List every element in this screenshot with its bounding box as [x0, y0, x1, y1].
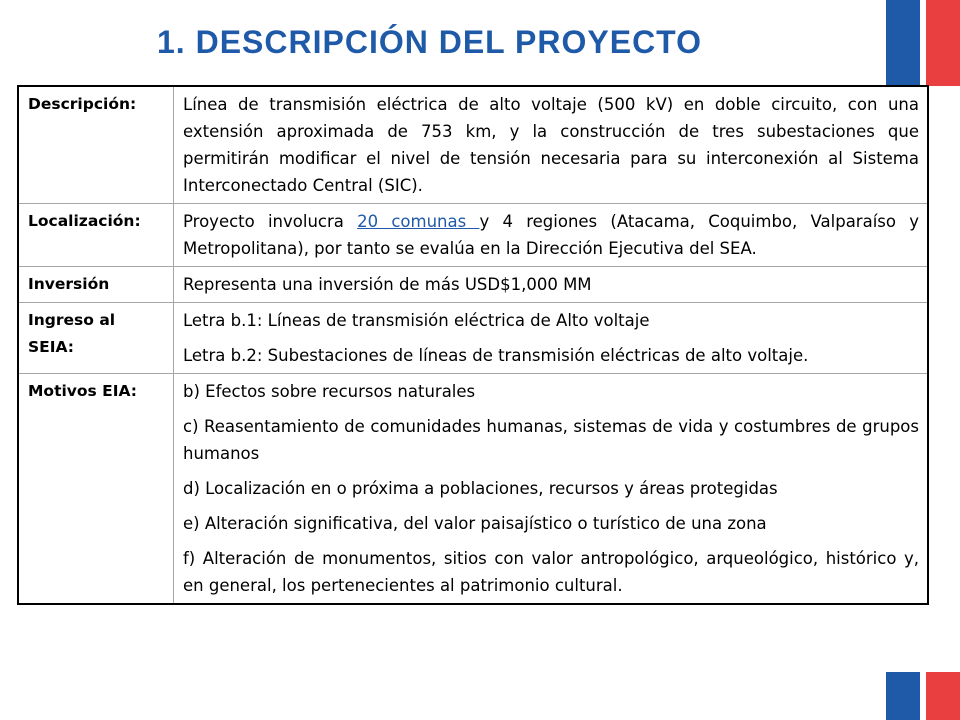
list-item: c) Reasentamiento de comunidades humanas, sistemas de vida y costumbres de grupos humanos: [183, 417, 919, 463]
row-label: Ingreso al SEIA:: [18, 303, 174, 374]
row-label: Inversión: [18, 267, 174, 303]
table-row-descripcion: [18, 86, 928, 204]
table-row-motivos-eia: [18, 374, 928, 605]
comunas-link[interactable]: 20 comunas: [357, 212, 480, 231]
project-info-table: [17, 85, 929, 605]
table-row-inversion: [18, 267, 928, 303]
row-content: [174, 303, 929, 374]
row-label: Motivos EIA:: [18, 374, 174, 605]
row-text-after-link: y 4 regiones (Atacama, Coquimbo, Valparaíso y Metropolitana), por tanto se evalúa en la Dirección Ejecutiva del SEA.: [183, 212, 919, 258]
list-item: Letra b.1: Líneas de transmisión eléctrica de Alto voltaje: [183, 311, 650, 330]
row-label: Descripción:: [18, 86, 174, 204]
row-content: Representa una inversión de más USD$1,000 MM: [174, 267, 929, 303]
flag-stripes-bottom: [886, 672, 960, 720]
row-label: Localización:: [18, 204, 174, 267]
flag-stripes-top: [886, 0, 960, 86]
row-content: [174, 204, 929, 267]
red-stripe: [926, 672, 960, 720]
row-content: [174, 374, 929, 605]
table-row-ingreso-seia: [18, 303, 928, 374]
row-text-before-link: Proyecto involucra: [183, 212, 358, 231]
blue-stripe: [886, 672, 920, 720]
list-item: e) Alteración significativa, del valor paisajístico o turístico de una zona: [183, 514, 767, 533]
blue-stripe: [886, 0, 920, 86]
list-item: Letra b.2: Subestaciones de líneas de transmisión eléctricas de alto voltaje.: [183, 346, 809, 365]
list-item: f) Alteración de monumentos, sitios con valor antropológico, arqueológico, histórico y, en general, los pertenecientes al patrimonio cultural.: [183, 549, 919, 595]
list-item: d) Localización en o próxima a poblaciones, recursos y áreas protegidas: [183, 479, 778, 498]
table-row-localizacion: [18, 204, 928, 267]
page-title: 1. DESCRIPCIÓN DEL PROYECTO: [157, 24, 703, 60]
red-stripe: [926, 0, 960, 86]
row-content: Línea de transmisión eléctrica de alto voltaje (500 kV) en doble circuito, con una extensión aproximada de 753 km, y la construcción de tres subestaciones que permitirán modificar el nivel de tensión necesaria para su interconexión al Sistema Interconectado Central (SIC).: [174, 86, 929, 204]
list-item: b) Efectos sobre recursos naturales: [183, 382, 476, 401]
